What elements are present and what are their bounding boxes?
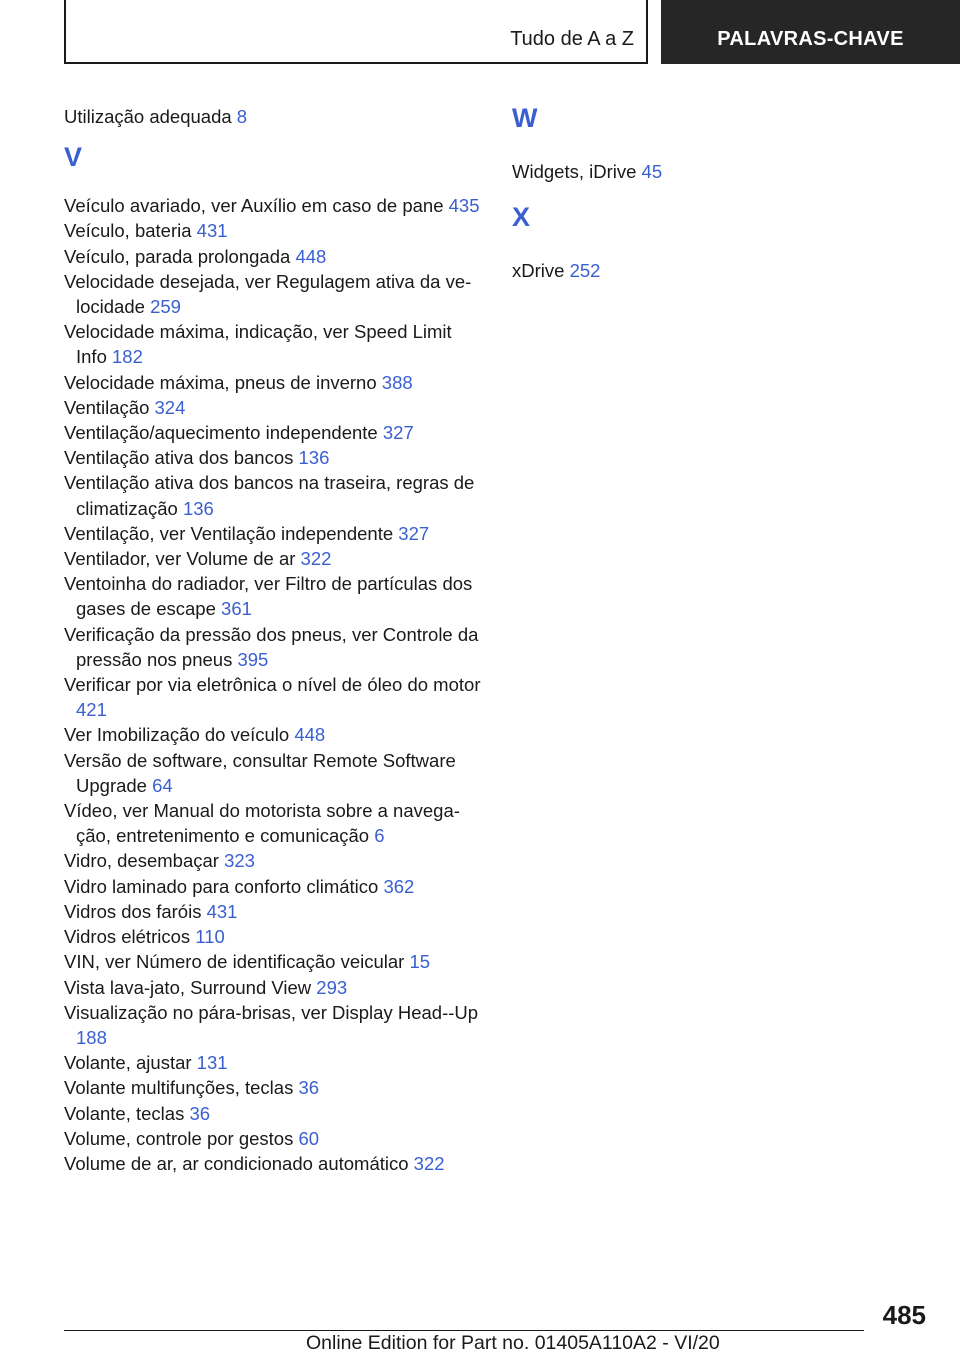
index-entry[interactable]	[64, 1151, 484, 1176]
entry-page-link[interactable]: 110	[195, 926, 225, 948]
index-entry[interactable]	[512, 159, 912, 184]
index-entry[interactable]	[64, 1050, 484, 1075]
entry-text: Visualização no pára-brisas, ver Display Head-​-Up	[64, 1001, 479, 1023]
entry-page-link[interactable]: 293	[316, 976, 348, 998]
entry-page-link[interactable]: 322	[300, 548, 332, 570]
chapter-title: PALAVRAS-CHAVE	[717, 28, 904, 50]
entry-text: Volante, teclas	[64, 1102, 185, 1124]
index-entry[interactable]	[64, 370, 484, 395]
entry-page-link[interactable]: 431	[196, 220, 228, 242]
entry-page-link[interactable]: 431	[206, 900, 238, 922]
index-entry[interactable]	[64, 1126, 484, 1151]
entry-text: Veículo, bateria	[64, 220, 192, 242]
letter-heading-v: V	[64, 142, 83, 173]
index-entry[interactable]	[64, 924, 484, 949]
entry-page-link[interactable]: 36	[189, 1102, 211, 1124]
entry-text: Veículo avariado, ver Auxílio em caso de pane	[64, 195, 444, 217]
index-entry[interactable]	[64, 975, 484, 1000]
index-entry[interactable]	[64, 848, 484, 873]
index-entry[interactable]	[64, 470, 484, 520]
index-column-left	[64, 104, 484, 1176]
page-number: 485	[882, 1300, 926, 1330]
entry-text: Verificar por via eletrônica o nível de óleo do motor	[64, 674, 481, 696]
index-entry[interactable]	[64, 571, 484, 621]
letter-heading-x: X	[512, 202, 531, 233]
index-entry[interactable]	[64, 395, 484, 420]
entry-text: Volume, controle por gestos	[64, 1127, 294, 1149]
entry-page-link[interactable]: 421	[76, 699, 107, 721]
entry-text: Volante multifunções, teclas	[64, 1077, 294, 1099]
entry-page-link[interactable]: 259	[150, 296, 181, 318]
entry-page-link[interactable]: 395	[237, 648, 269, 670]
entry-text: Velocidade desejada, ver Regulagem ativa da velocidade	[64, 270, 472, 318]
entry-page-link[interactable]: 435	[448, 195, 480, 217]
entry-text: Vidros elétricos	[64, 926, 191, 948]
entry-text: Vista lava-jato, Surround View	[64, 976, 312, 998]
entry-page-link[interactable]: 131	[196, 1052, 228, 1074]
entry-text: Ver Imobilização do veículo	[64, 724, 290, 746]
entries-list-x	[512, 258, 912, 283]
entry-text: Vídeo, ver Manual do motorista sobre a navegação, entretenimento e comunicação	[64, 800, 460, 847]
index-entry[interactable]	[64, 672, 484, 722]
index-entry[interactable]	[64, 1101, 484, 1126]
entry-text: Ventilação, ver Ventilação independente	[64, 522, 394, 544]
entry-page-link[interactable]: 323	[224, 850, 255, 872]
index-entry[interactable]	[64, 798, 484, 848]
entry-page-link[interactable]: 327	[398, 522, 430, 544]
footer-divider	[64, 1330, 864, 1331]
chapter-tab[interactable]	[661, 0, 960, 64]
entry-page-link[interactable]: 60	[298, 1127, 320, 1149]
entry-text: Versão de software, consultar Remote Software Upgrade	[64, 749, 456, 796]
index-entry[interactable]	[64, 445, 484, 470]
entry-page-link[interactable]: 448	[295, 245, 327, 267]
index-column-right	[512, 104, 912, 283]
index-entry[interactable]	[64, 244, 484, 269]
index-entry[interactable]	[64, 319, 484, 369]
entry-text: Vidro laminado para conforto climático	[64, 875, 379, 897]
index-entry[interactable]	[64, 899, 484, 924]
entry-page-link[interactable]: 6	[374, 825, 385, 847]
entry-page-link[interactable]: 182	[112, 346, 143, 368]
index-entry[interactable]	[64, 546, 484, 571]
index-entry[interactable]	[64, 748, 484, 798]
entry-page-link[interactable]: 188	[76, 1026, 107, 1048]
entry-text: Ventilador, ver Volume de ar	[64, 548, 296, 570]
entry-text: Velocidade máxima, pneus de inverno	[64, 371, 377, 393]
entry-text: xDrive	[512, 260, 565, 282]
section-title: Tudo de A a Z	[510, 28, 634, 50]
entry-page-link[interactable]: 327	[382, 422, 414, 444]
index-entry[interactable]	[64, 622, 484, 672]
index-entry[interactable]	[64, 104, 484, 129]
index-entry[interactable]	[64, 874, 484, 899]
entry-page-link[interactable]: 322	[413, 1152, 445, 1174]
footer-edition: Online Edition for Part no. 01405A110A2 - VI/20	[306, 1332, 720, 1354]
entry-text: Verificação da pressão dos pneus, ver Controle da pressão nos pneus	[64, 623, 479, 670]
index-entry[interactable]	[64, 193, 484, 218]
entry-text: Ventilação ativa dos bancos	[64, 447, 294, 469]
entry-page-link[interactable]: 36	[298, 1077, 320, 1099]
entry-page-link[interactable]: 324	[154, 396, 186, 418]
entry-text: Vidro, desembaçar	[64, 850, 219, 872]
index-entry[interactable]	[64, 1075, 484, 1100]
index-entry[interactable]	[64, 722, 484, 747]
entry-text: Vidros dos faróis	[64, 900, 202, 922]
entry-page-link[interactable]: 388	[381, 371, 413, 393]
index-entry[interactable]	[64, 420, 484, 445]
header-section-box	[64, 0, 648, 64]
letter-heading-w: W	[512, 103, 538, 133]
entry-text: Ventilação ativa dos bancos na traseira, regras de climatização	[64, 472, 475, 519]
entry-text: Utilização adequada	[64, 106, 232, 127]
entry-page-link[interactable]: 64	[152, 774, 173, 796]
index-entry[interactable]	[64, 949, 484, 974]
entry-text: Veículo, parada prolongada	[64, 245, 291, 267]
entry-text: Ventilação/aquecimento independente	[64, 422, 378, 444]
entry-text: Volante, ajustar	[64, 1052, 192, 1074]
entry-page-link[interactable]: 448	[294, 724, 326, 746]
entry-page-link[interactable]: 45	[641, 161, 663, 182]
entry-text: VIN, ver Número de identificação veicular	[64, 951, 405, 973]
entry-page-link[interactable]: 15	[409, 951, 431, 973]
entry-text: Volume de ar, ar condicionado automático	[64, 1152, 409, 1174]
entry-text: Ventoinha do radiador, ver Filtro de partículas dos gases de escape	[64, 573, 473, 620]
entry-text: Ventilação	[64, 396, 150, 418]
index-entry[interactable]	[64, 1000, 484, 1050]
entry-page-link[interactable]: 136	[298, 447, 330, 469]
entry-page-link[interactable]: 362	[383, 875, 415, 897]
index-entry[interactable]	[64, 269, 484, 319]
entries-list-w	[512, 159, 912, 184]
entry-page-link[interactable]: 252	[569, 260, 601, 282]
entry-text: Velocidade máxima, indicação, ver Speed Limit Info	[64, 321, 452, 368]
entry-page-link[interactable]: 361	[221, 598, 252, 620]
entry-text: Widgets, iDrive	[512, 161, 637, 182]
index-entry[interactable]	[512, 258, 912, 283]
entry-page-link[interactable]: 8	[236, 106, 248, 127]
index-entry[interactable]	[64, 521, 484, 546]
index-entry[interactable]	[64, 218, 484, 243]
entry-page-link[interactable]: 136	[182, 497, 214, 519]
entries-list-v	[64, 193, 484, 1176]
